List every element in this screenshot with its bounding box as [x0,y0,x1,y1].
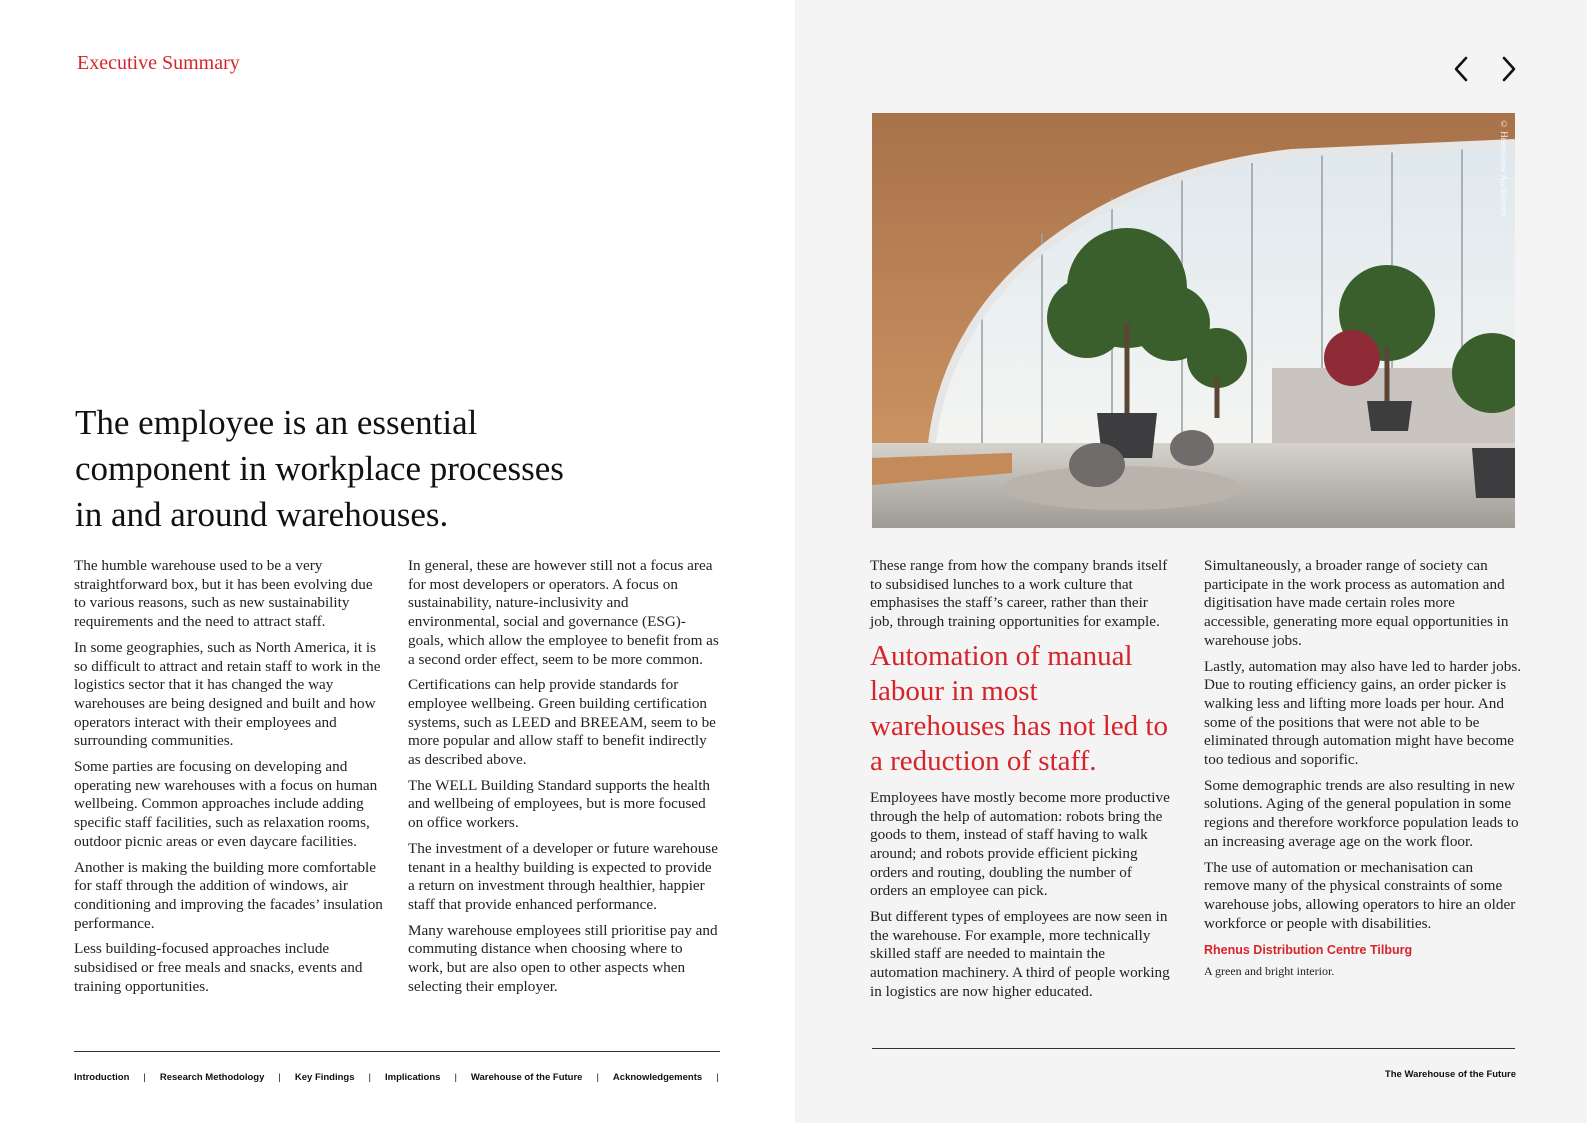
nav-key-findings[interactable]: Key Findings [294,1072,355,1083]
photo-credit: © Heembouw Architecten [1499,119,1509,217]
paragraph: Some parties are focusing on developing and operating new warehouses with a focus on human wellbeing. Common approaches include adding specific staff facilities, such as relaxation rooms, outdoor picnic areas or even daycare facilities. [74,758,378,850]
paragraph: Many warehouse employees still prioritise pay and commuting distance when choosing where to work, but are also open to other aspects when selecting their employer. [408,921,718,995]
image-caption-title: Rhenus Distribution Centre Tilburg [1204,943,1413,958]
nav-separator: | [368,1072,371,1083]
paragraph: Employees have mostly become more productive through the help of automation: robots bring the goods to them, instead of staff having to walk around; and robots provide efficient picking orders and routing, doubling the number of orders an employee can pick. [870,788,1170,900]
paragraph: The investment of a developer or future warehouse tenant in a healthy building is expected to provide a return on investment through healthier, happier staff that provide enhanced performance. [408,839,718,913]
nav-introduction[interactable]: Introduction [74,1072,130,1083]
paragraph: The humble warehouse used to be a very straightforward box, but it has been evolving due to various reasons, such as new sustainability requirements and the need to attract staff. [74,557,373,631]
footer-nav [74,1072,733,1083]
paragraph: The use of automation or mechanisation can remove many of the physical constraints of some warehouse jobs, allowing operators to hire an older workforce or people with disabilities. [1204,858,1516,932]
paragraph: Another is making the building more comfortable for staff through the addition of windows, air conditioning and improving the facades’ insulation performance. [74,858,383,932]
chevron-left-icon [1452,56,1470,82]
nav-separator: | [454,1072,457,1083]
page-navigation [1448,56,1522,82]
paragraph: But different types of employees are now seen in the warehouse. For example, more technically skilled staff are needed to maintain the automation machinery. A third of people working in logistics are now higher educated. [870,908,1170,1000]
footer-document-title: The Warehouse of the Future [1384,1069,1516,1080]
image-caption-text: A green and bright interior. [1204,964,1335,979]
paragraph: Less building-focused approaches include subsidised or free meals and snacks, events and training opportunities. [74,940,363,995]
section-title: Executive Summary [77,52,240,74]
nav-implications[interactable]: Implications [385,1072,441,1083]
paragraph: Some demographic trends are also resulting in new solutions. Aging of the general population in some regions and therefore workforce population leads to an increasing average age on the work floor. [1204,776,1519,850]
paragraph: The WELL Building Standard supports the health and wellbeing of employees, but is more focused on office workers. [408,776,711,832]
headline-line: in and around warehouses. [75,495,449,534]
paragraph: Simultaneously, a broader range of society can participate in the work process as automation and digitisation have made certain roles more accessible, generating more equal opportunities in warehouse jobs. [1204,557,1509,649]
paragraph: Certifications can help provide standards for employee wellbeing. Green building certification systems, such as LEED and BREEAM, seem to be more popular and allow staff to benefit indirectly as described above. [408,676,716,769]
paragraph: Lastly, automation may also have led to harder jobs. Due to routing efficiency gains, an order picker is walking less and lifting more loads per hour. And some of the positions that were not able to be eliminated through automation might have become too tedious and soporific. [1204,657,1522,769]
previous-page-button[interactable] [1448,56,1474,82]
left-column-2 [408,557,720,1003]
nav-acknowledgements[interactable]: Acknowledgements [612,1072,703,1083]
paragraph: In general, these are however still not a focus area for most developers or operators. A focus on sustainability, nature-inclusivity and environmental, social and governance (ESG)-goals, which allow the employee to benefit from as a second order effect, seem to be more common. [408,557,719,668]
headline-line: component in workplace processes [75,449,564,488]
footer-rule-right [872,1048,1515,1049]
left-column-1 [74,557,386,1003]
right-column-1 [870,557,1170,1009]
paragraph: These range from how the company brands itself to subsidised lunches to a work culture that emphasises the staff’s career, rather than their job, through training opportunities for example. [870,557,1168,631]
interior-illustration [872,113,1515,528]
paragraph: In some geographies, such as North America, it is so difficult to attract and retain staff to work in the logistics sector that it has changed the way warehouses are being designed and built and how operators interact with their employees and surrounding communities. [74,638,381,750]
nav-separator: | [278,1072,281,1083]
footer-rule-left [74,1051,720,1052]
pull-quote: Automation of manual labour in most warehouses has not led to a reduction of staff. [870,639,1168,777]
nav-separator: | [596,1072,599,1083]
nav-warehouse-of-the-future[interactable]: Warehouse of the Future [470,1072,583,1083]
warehouse-interior-photo [872,113,1515,528]
next-page-button[interactable] [1496,56,1522,82]
headline-line: The employee is an essential [75,403,478,442]
chevron-right-icon [1500,56,1518,82]
nav-separator: | [716,1072,719,1083]
right-column-2 [1204,557,1522,981]
headline [75,400,695,538]
nav-research-methodology[interactable]: Research Methodology [159,1072,265,1083]
nav-separator: | [143,1072,146,1083]
